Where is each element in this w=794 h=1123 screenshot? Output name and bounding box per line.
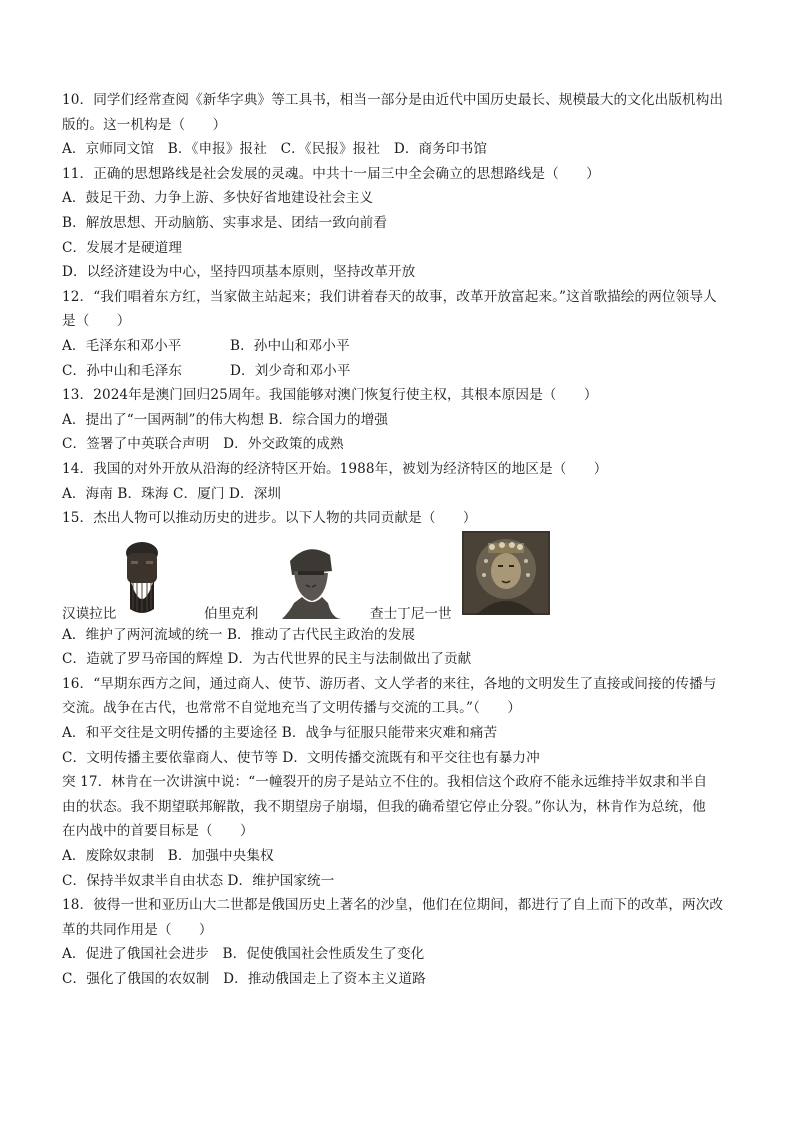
hammurabi-statue-image — [118, 539, 166, 619]
q17-options-2: C．保持半奴隶半自由状态 D．维护国家统一 — [62, 872, 335, 889]
pericles-statue-image — [272, 541, 350, 619]
q15-options-1: A．维护了两河流域的统一 B．推动了古代民主政治的发展 — [62, 626, 416, 643]
q18-stem-line2: 革的共同作用是（ ） — [62, 921, 213, 938]
q15-label-pericles: 伯里克利 — [204, 605, 259, 622]
q12-option-a: A．毛泽东和邓小平 — [62, 337, 182, 354]
q12-option-d: D．刘少奇和邓小平 — [230, 362, 351, 379]
q14-stem: 14．我国的对外开放从沿海的经济特区开始。1988年，被划为经济特区的地区是（ ） — [62, 460, 608, 477]
q17-stem-line3: 在内战中的首要目标是（ ） — [62, 823, 254, 840]
q17-stem-line2: 由的状态。我不期望联邦解散，我不期望房子崩塌，但我的确希望它停止分裂。”你认为，林肯作为总统，他 — [62, 798, 706, 815]
q10-options: A．京师同文馆 B．《申报》报社 C．《民报》报社 D．商务印书馆 — [62, 141, 488, 158]
q12-option-c: C．孙中山和毛泽东 — [62, 362, 183, 379]
q18-stem-line1: 18．彼得一世和亚历山大二世都是俄国历史上著名的沙皇，他们在位期间，都进行了自上而下的改革，两次改 — [62, 897, 724, 914]
q17-stem-line1: 突 17．林肯在一次讲演中说：“一幢裂开的房子是站立不住的。我相信这个政府不能永远维持半奴隶和半自 — [62, 774, 708, 791]
q16-options-1: A．和平交往是文明传播的主要途径 B．战争与征服只能带来灾难和痛苦 — [62, 725, 498, 742]
q15-stem: 15．杰出人物可以推动历史的进步。以下人物的共同贡献是（ ） — [62, 510, 477, 527]
q11-option-a: A．鼓足干劲、力争上游、多快好省地建设社会主义 — [62, 190, 374, 207]
q10-stem-line2: 版的。这一机构是（ ） — [62, 116, 227, 133]
q15-figures — [62, 533, 734, 623]
q12-stem-line2: 是（ ） — [62, 313, 131, 330]
q13-stem: 13．2024年是澳门回归25周年。我国能够对澳门恢复行使主权，其根本原因是（ ） — [62, 387, 598, 404]
q13-options-2: C．签署了中英联合声明 D．外交政策的成熟 — [62, 436, 344, 453]
q11-option-b: B．解放思想、开动脑筋、实事求是、团结一致向前看 — [62, 214, 388, 231]
q11-option-c: C．发展才是硬道理 — [62, 239, 183, 256]
q12-stem-line1: 12．“我们唱着东方红，当家做主站起来；我们讲着春天的故事，改革开放富起来。”这首歌描绘的两位领导人 — [62, 288, 717, 305]
q10-stem-line1: 10．同学们经常查阅《新华字典》等工具书，相当一部分是由近代中国历史最长、规模最大的文化出版机构出 — [62, 92, 724, 108]
justinian-mosaic-image — [462, 531, 550, 615]
q17-options-1: A．废除奴隶制 B．加强中央集权 — [62, 848, 274, 865]
q16-options-2: C．文明传播主要依靠商人、使节等 D．文明传播交流既有和平交往也有暴力冲 — [62, 749, 540, 766]
q16-stem-line2: 交流。战争在古代，也常常不自觉地充当了文明传播与交流的工具。”（ ） — [62, 700, 522, 717]
q12-options-row1 — [62, 334, 734, 359]
q13-options-1: A．提出了“一国两制”的伟大构想 B．综合国力的增强 — [62, 411, 389, 428]
exam-page — [62, 88, 734, 992]
q18-options-2: C．强化了俄国的农奴制 D．推动俄国走上了资本主义道路 — [62, 971, 426, 987]
q11-stem: 11．正确的思想路线是社会发展的灵魂。中共十一届三中全会确立的思想路线是（ ） — [62, 165, 600, 182]
q18-options-1: A．促进了俄国社会进步 B．促使俄国社会性质发生了变化 — [62, 946, 425, 963]
q16-stem-line1: 16．“早期东西方之间，通过商人、使节、游历者、文人学者的来往，各地的文明发生了直接或间接的传播与 — [62, 675, 717, 692]
q15-options-2: C．造就了罗马帝国的辉煌 D．为古代世界的民主与法制做出了贡献 — [62, 651, 472, 668]
q15-label-justinian: 查士丁尼一世 — [370, 605, 452, 622]
q12-option-b: B．孙中山和邓小平 — [230, 337, 350, 354]
q15-label-hammurabi: 汉谟拉比 — [62, 605, 117, 622]
q14-options: A．海南 B．珠海 C．厦门 D．深圳 — [62, 485, 282, 502]
q11-option-d: D．以经济建设为中心，坚持四项基本原则，坚持改革开放 — [62, 264, 416, 281]
q12-options-row2 — [62, 359, 734, 384]
